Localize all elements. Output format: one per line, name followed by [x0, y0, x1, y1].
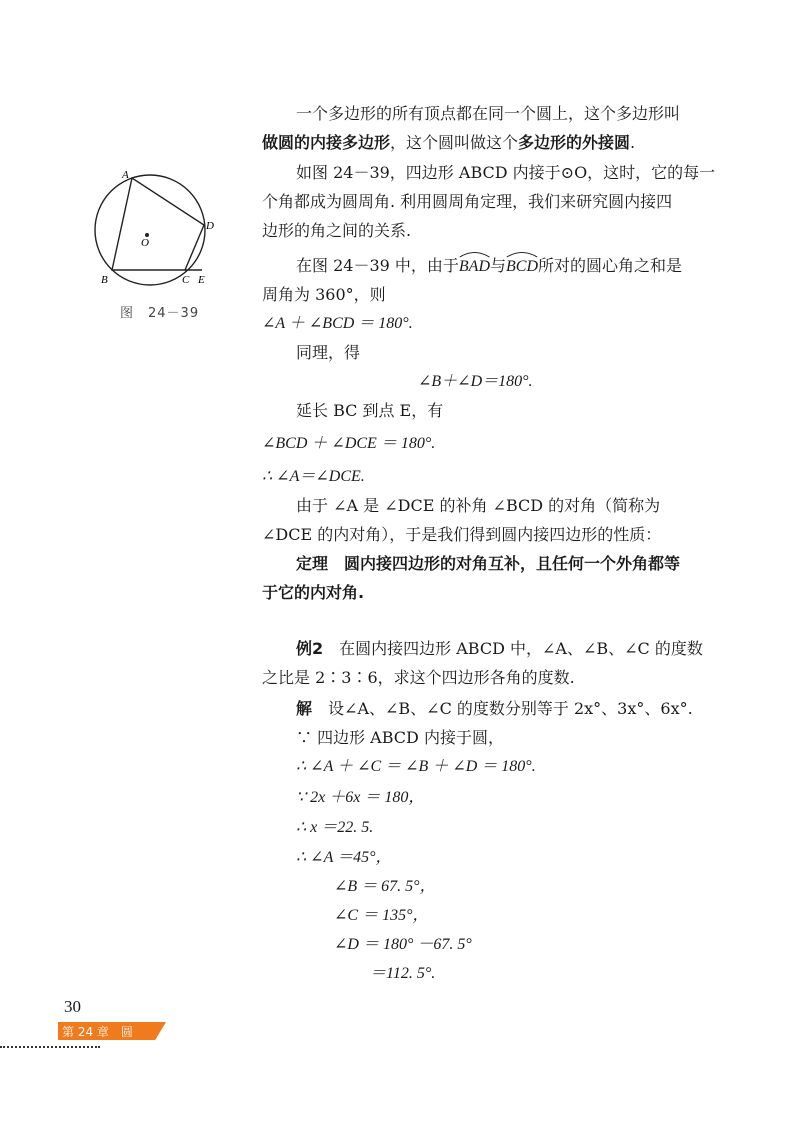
- circumscribed-circle: [95, 175, 205, 285]
- figure-caption: 图 24－39: [120, 306, 200, 321]
- para1-line2: [262, 132, 635, 154]
- solution-step-5: ∴ x ＝22. 5.: [296, 819, 374, 836]
- solution-line1: [296, 698, 693, 720]
- example-label: 例2: [296, 639, 324, 658]
- arc-bcd-label: BCD: [506, 258, 539, 275]
- solution-step-8: ∠C ＝ 135°，: [334, 907, 429, 924]
- tongli-text: 同理，得: [296, 343, 361, 362]
- label-c: C: [182, 274, 190, 286]
- para4-line1: 由于 ∠A 是 ∠DCE 的补角 ∠BCD 的对角（简称为: [296, 496, 661, 515]
- para3-text-c: 所对的圆心角之和是: [538, 256, 683, 275]
- para3-text-a: 在图 24－39 中，由于: [296, 256, 459, 275]
- theorem-line1: [296, 553, 680, 575]
- figure-cyclic-quadrilateral: [88, 168, 228, 293]
- solution-label: 解: [296, 699, 313, 718]
- para1-line1: 一个多边形的所有顶点都在同一个圆上，这个多边形叫: [296, 104, 681, 123]
- arc-bad: [459, 256, 490, 278]
- para2-line3: 边形的角之间的关系.: [262, 221, 412, 240]
- equation-2: ∠B＋∠D＝180°.: [418, 373, 533, 390]
- solution-step-2: ∵ 四边形 ABCD 内接于圆，: [296, 728, 504, 747]
- para1-text: ，这个圆叫做这个: [390, 133, 519, 152]
- para4-line2: ∠DCE 的内对角），于是我们得到圆内接四边形的性质：: [262, 525, 662, 544]
- para3-line2: 周角为 360°，则: [262, 285, 386, 304]
- solution-step-3: ∴ ∠A ＋ ∠C ＝ ∠B ＋ ∠D ＝ 180°.: [296, 758, 536, 775]
- label-o: O: [141, 237, 149, 249]
- solution-step-6: ∴ ∠A ＝45°，: [296, 849, 392, 866]
- arc-bad-mark: [459, 250, 490, 258]
- arc-bcd-mark: [506, 250, 538, 258]
- arc-bcd: [506, 256, 538, 278]
- arc-bad-label: BAD: [458, 258, 491, 275]
- chapter-label: 第 24 章 圆: [62, 1025, 133, 1039]
- solution-step-10: ＝112. 5°.: [370, 965, 436, 982]
- para1-period: .: [630, 133, 636, 152]
- example-line1: [296, 638, 703, 660]
- equation-1: ∠A ＋ ∠BCD ＝ 180°.: [262, 315, 413, 332]
- theorem-text: 圆内接四边形的对角互补，且任何一个外角都等: [344, 554, 681, 573]
- theorem-label: 定理: [296, 554, 329, 573]
- term-circumscribed-circle: 多边形的外接圆: [518, 133, 631, 152]
- solution-step-7: ∠B ＝ 67. 5°，: [334, 878, 436, 895]
- para2-line2: 个角都成为圆周角. 利用圆周角定理，我们来研究圆内接四: [262, 192, 673, 211]
- extend-text: 延长 BC 到点 E，有: [296, 401, 444, 420]
- example-text: 在圆内接四边形 ABCD 中，∠A、∠B、∠C 的度数: [339, 639, 703, 658]
- theorem-line2: 于它的内对角.: [262, 583, 365, 602]
- para3-text-b: 与: [490, 256, 507, 275]
- equation-4: ∴ ∠A＝∠DCE.: [262, 468, 365, 485]
- label-b: B: [101, 274, 108, 286]
- solution-step-4: ∵ 2x ＋6x ＝ 180，: [296, 789, 425, 806]
- example-line2: 之比是 2∶3∶6，求这个四边形各角的度数.: [262, 668, 575, 687]
- label-d: D: [206, 220, 214, 232]
- equation-3: ∠BCD ＋ ∠DCE ＝ 180°.: [262, 435, 436, 452]
- para3-line1: [296, 255, 682, 278]
- solution-text: 设∠A、∠B、∠C 的度数分别等于 2x°、3x°、6x°.: [328, 699, 693, 718]
- page-number: 30: [64, 997, 81, 1016]
- term-inscribed-polygon: 做圆的内接多边形: [262, 133, 391, 152]
- label-a: A: [122, 169, 129, 181]
- label-e: E: [198, 274, 205, 286]
- dotted-rule: [0, 1046, 100, 1050]
- solution-step-9: ∠D ＝ 180° －67. 5°: [334, 936, 472, 953]
- para2-line1: 如图 24－39，四边形 ABCD 内接于⊙O，这时，它的每一: [296, 163, 716, 182]
